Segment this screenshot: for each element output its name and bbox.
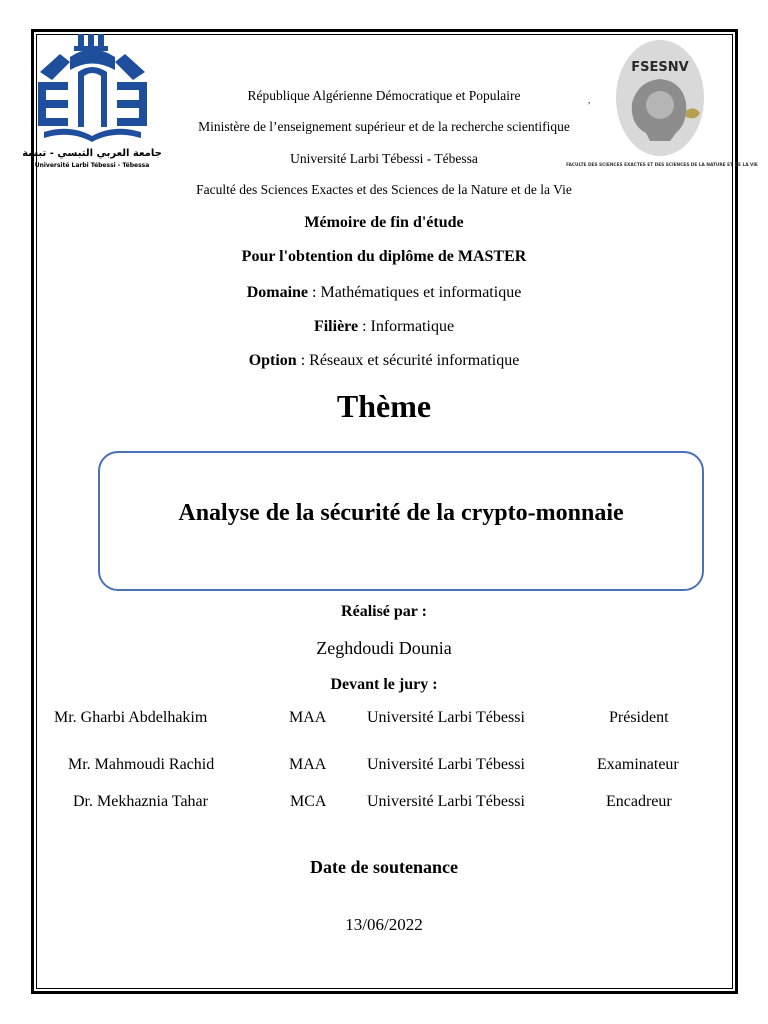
- theme-heading: Thème: [336, 388, 432, 424]
- filiere-label: Filière: [313, 318, 359, 335]
- jury-grade: MAA: [289, 756, 327, 773]
- author-label: Réalisé par :: [341, 603, 427, 620]
- option-label: Option: [248, 352, 297, 369]
- defense-label: Date de soutenance: [310, 857, 458, 877]
- logo-right-acronym: FSESNV: [631, 60, 689, 75]
- author-name: Zeghdoudi Dounia: [316, 638, 452, 658]
- republic-line: République Algérienne Démocratique et Populaire: [247, 88, 521, 103]
- jury-name: Mr. Gharbi Abdelhakim: [54, 709, 208, 726]
- memoire-title: Mémoire de fin d'étude: [304, 214, 464, 231]
- domaine-label: Domaine: [246, 284, 309, 301]
- logo-left-latin: Université Larbi Tébessi - Tébessa: [34, 162, 150, 169]
- jury-institution: Université Larbi Tébessi: [367, 709, 525, 726]
- jury-grade: MCA: [290, 793, 327, 810]
- faculty-line: Faculté des Sciences Exactes et des Sciences de la Nature et de la Vie: [196, 182, 572, 197]
- jury-row: [0, 709, 768, 731]
- university-line: Université Larbi Tébessi - Tébessa: [290, 151, 478, 166]
- jury-role: Président: [609, 709, 669, 726]
- jury-label: Devant le jury :: [330, 676, 438, 693]
- logo-right-faculty: FACULTE DES SCIENCES EXACTES ET DES SCIENCES DE LA NATURE ET DE LA VIE: [566, 163, 758, 168]
- ministry-line: Ministère de l’enseignement supérieur et de la recherche scientifique: [198, 119, 570, 134]
- stray-mark: ,: [588, 95, 591, 105]
- jury-name: Mr. Mahmoudi Rachid: [68, 756, 215, 773]
- jury-grade: MAA: [289, 709, 327, 726]
- diploma-line: Pour l'obtention du diplôme de MASTER: [241, 248, 527, 265]
- filiere-value: : Informatique: [358, 318, 455, 335]
- option-value: : Réseaux et sécurité informatique: [296, 352, 520, 369]
- thesis-title: Analyse de la sécurité de la crypto-monnaie: [178, 500, 624, 526]
- jury-row: [0, 793, 768, 815]
- jury-institution: Université Larbi Tébessi: [367, 793, 525, 810]
- logo-left-arabic: جامعة العربي التبسي - تبسة: [22, 148, 162, 159]
- option-line: [0, 352, 768, 370]
- defense-date: 13/06/2022: [345, 915, 423, 934]
- jury-role: Examinateur: [597, 756, 679, 773]
- domaine-value: : Mathématiques et informatique: [308, 284, 522, 301]
- jury-name: Dr. Mekhaznia Tahar: [73, 793, 208, 810]
- jury-role: Encadreur: [606, 793, 672, 810]
- jury-institution: Université Larbi Tébessi: [367, 756, 525, 773]
- jury-row: [0, 756, 768, 778]
- domaine-line: [0, 284, 768, 302]
- filiere-line: [0, 318, 768, 336]
